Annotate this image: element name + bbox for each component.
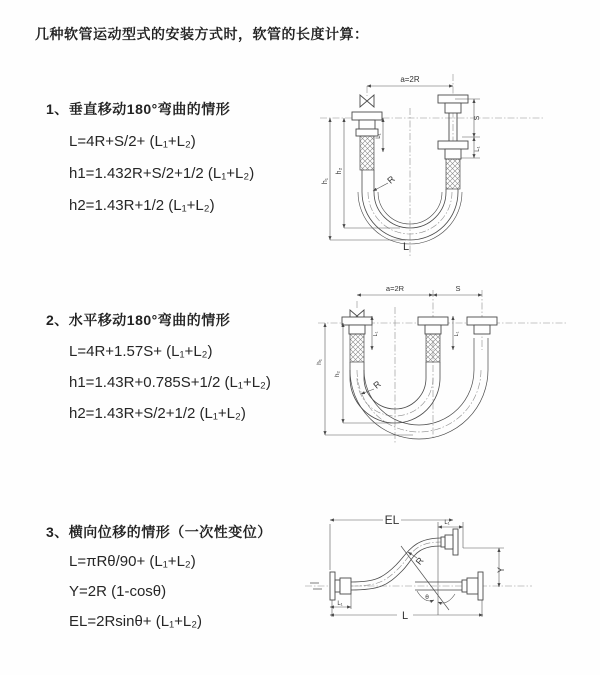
dim-label-el: EL: [384, 513, 400, 527]
formula-h1: h1=1.43R+0.785S+1/2 (L₁+L₂): [69, 374, 271, 391]
section-3-formulas: [69, 547, 202, 637]
dim-label-l1-mid: L₁: [454, 331, 460, 337]
length-label: L: [402, 241, 410, 253]
braid-middle: [426, 334, 440, 362]
hose-fittings: [342, 310, 497, 337]
formula-L: L=πRθ/90+ (L₁+L₂): [69, 553, 196, 570]
dim-label-h2: h₂: [336, 167, 343, 175]
section-3-heading: 3、横向位移的情形（一次性变位）: [46, 524, 272, 540]
dim-label-a2r: a=2R: [400, 75, 420, 84]
dim-label-h2: h₂: [334, 370, 341, 378]
radius-label: R: [385, 173, 397, 186]
length-label: L: [401, 610, 409, 622]
dim-label-l1-right: L₁: [475, 146, 481, 152]
braid-left: [360, 136, 374, 170]
dim-label-s: S: [474, 115, 481, 121]
formula-L: L=4R+1.57S+ (L₁+L₂): [69, 343, 213, 360]
dim-label-h1: h₁: [316, 359, 323, 365]
centerlines: [320, 74, 545, 258]
dim-label-h1: h₁: [322, 177, 329, 185]
section-1-heading: 1、垂直移动180°弯曲的情形: [46, 101, 231, 117]
section-2-formulas: [69, 336, 271, 429]
page-title: 几种软管运动型式的安装方式时，软管的长度计算：: [35, 26, 369, 42]
formula-h2: h2=1.43R+S/2+1/2 (L₁+L₂): [69, 405, 246, 422]
formula-Y: Y=2R (1-cosθ): [69, 583, 167, 600]
flanges-fittings: [330, 529, 483, 600]
hose-curves: [350, 338, 488, 439]
diagram-lateral-displacement: [297, 498, 597, 653]
dim-label-l1-top: L₁: [444, 520, 450, 526]
dim-label-l1-left: L₁: [373, 331, 379, 337]
valve-icon: [360, 95, 374, 107]
diagram-horizontal-180-bend: [303, 282, 583, 472]
dim-label-s: S: [455, 284, 461, 293]
formula-L: L=4R+S/2+ (L₁+L₂): [69, 133, 196, 150]
braid-left: [350, 334, 364, 362]
section-2-heading: 2、水平移动180°弯曲的情形: [46, 312, 231, 328]
dim-label-l1-left: L₁: [376, 133, 382, 139]
formula-h1: h1=1.432R+S/2+1/2 (L₁+L₂): [69, 165, 255, 182]
braid-right: [446, 159, 460, 189]
dim-label-y: Y: [496, 566, 506, 574]
angle-label: θ: [425, 594, 429, 601]
radius-label: R: [371, 378, 383, 391]
radius-label: R: [413, 555, 426, 567]
dim-label-a2r: a=2R: [385, 284, 405, 293]
diagram-vertical-180-bend: [300, 66, 570, 266]
dim-label-l1-bottom: L₁: [337, 601, 343, 607]
dimension-lines: [330, 520, 504, 617]
dimension-lines: [325, 295, 482, 435]
formula-EL: EL=2Rsinθ+ (L₁+L₂): [69, 613, 203, 630]
centerlines: [318, 290, 568, 444]
section-1-formulas: [69, 126, 254, 222]
formula-h2: h2=1.43R+1/2 (L₁+L₂): [69, 197, 215, 214]
